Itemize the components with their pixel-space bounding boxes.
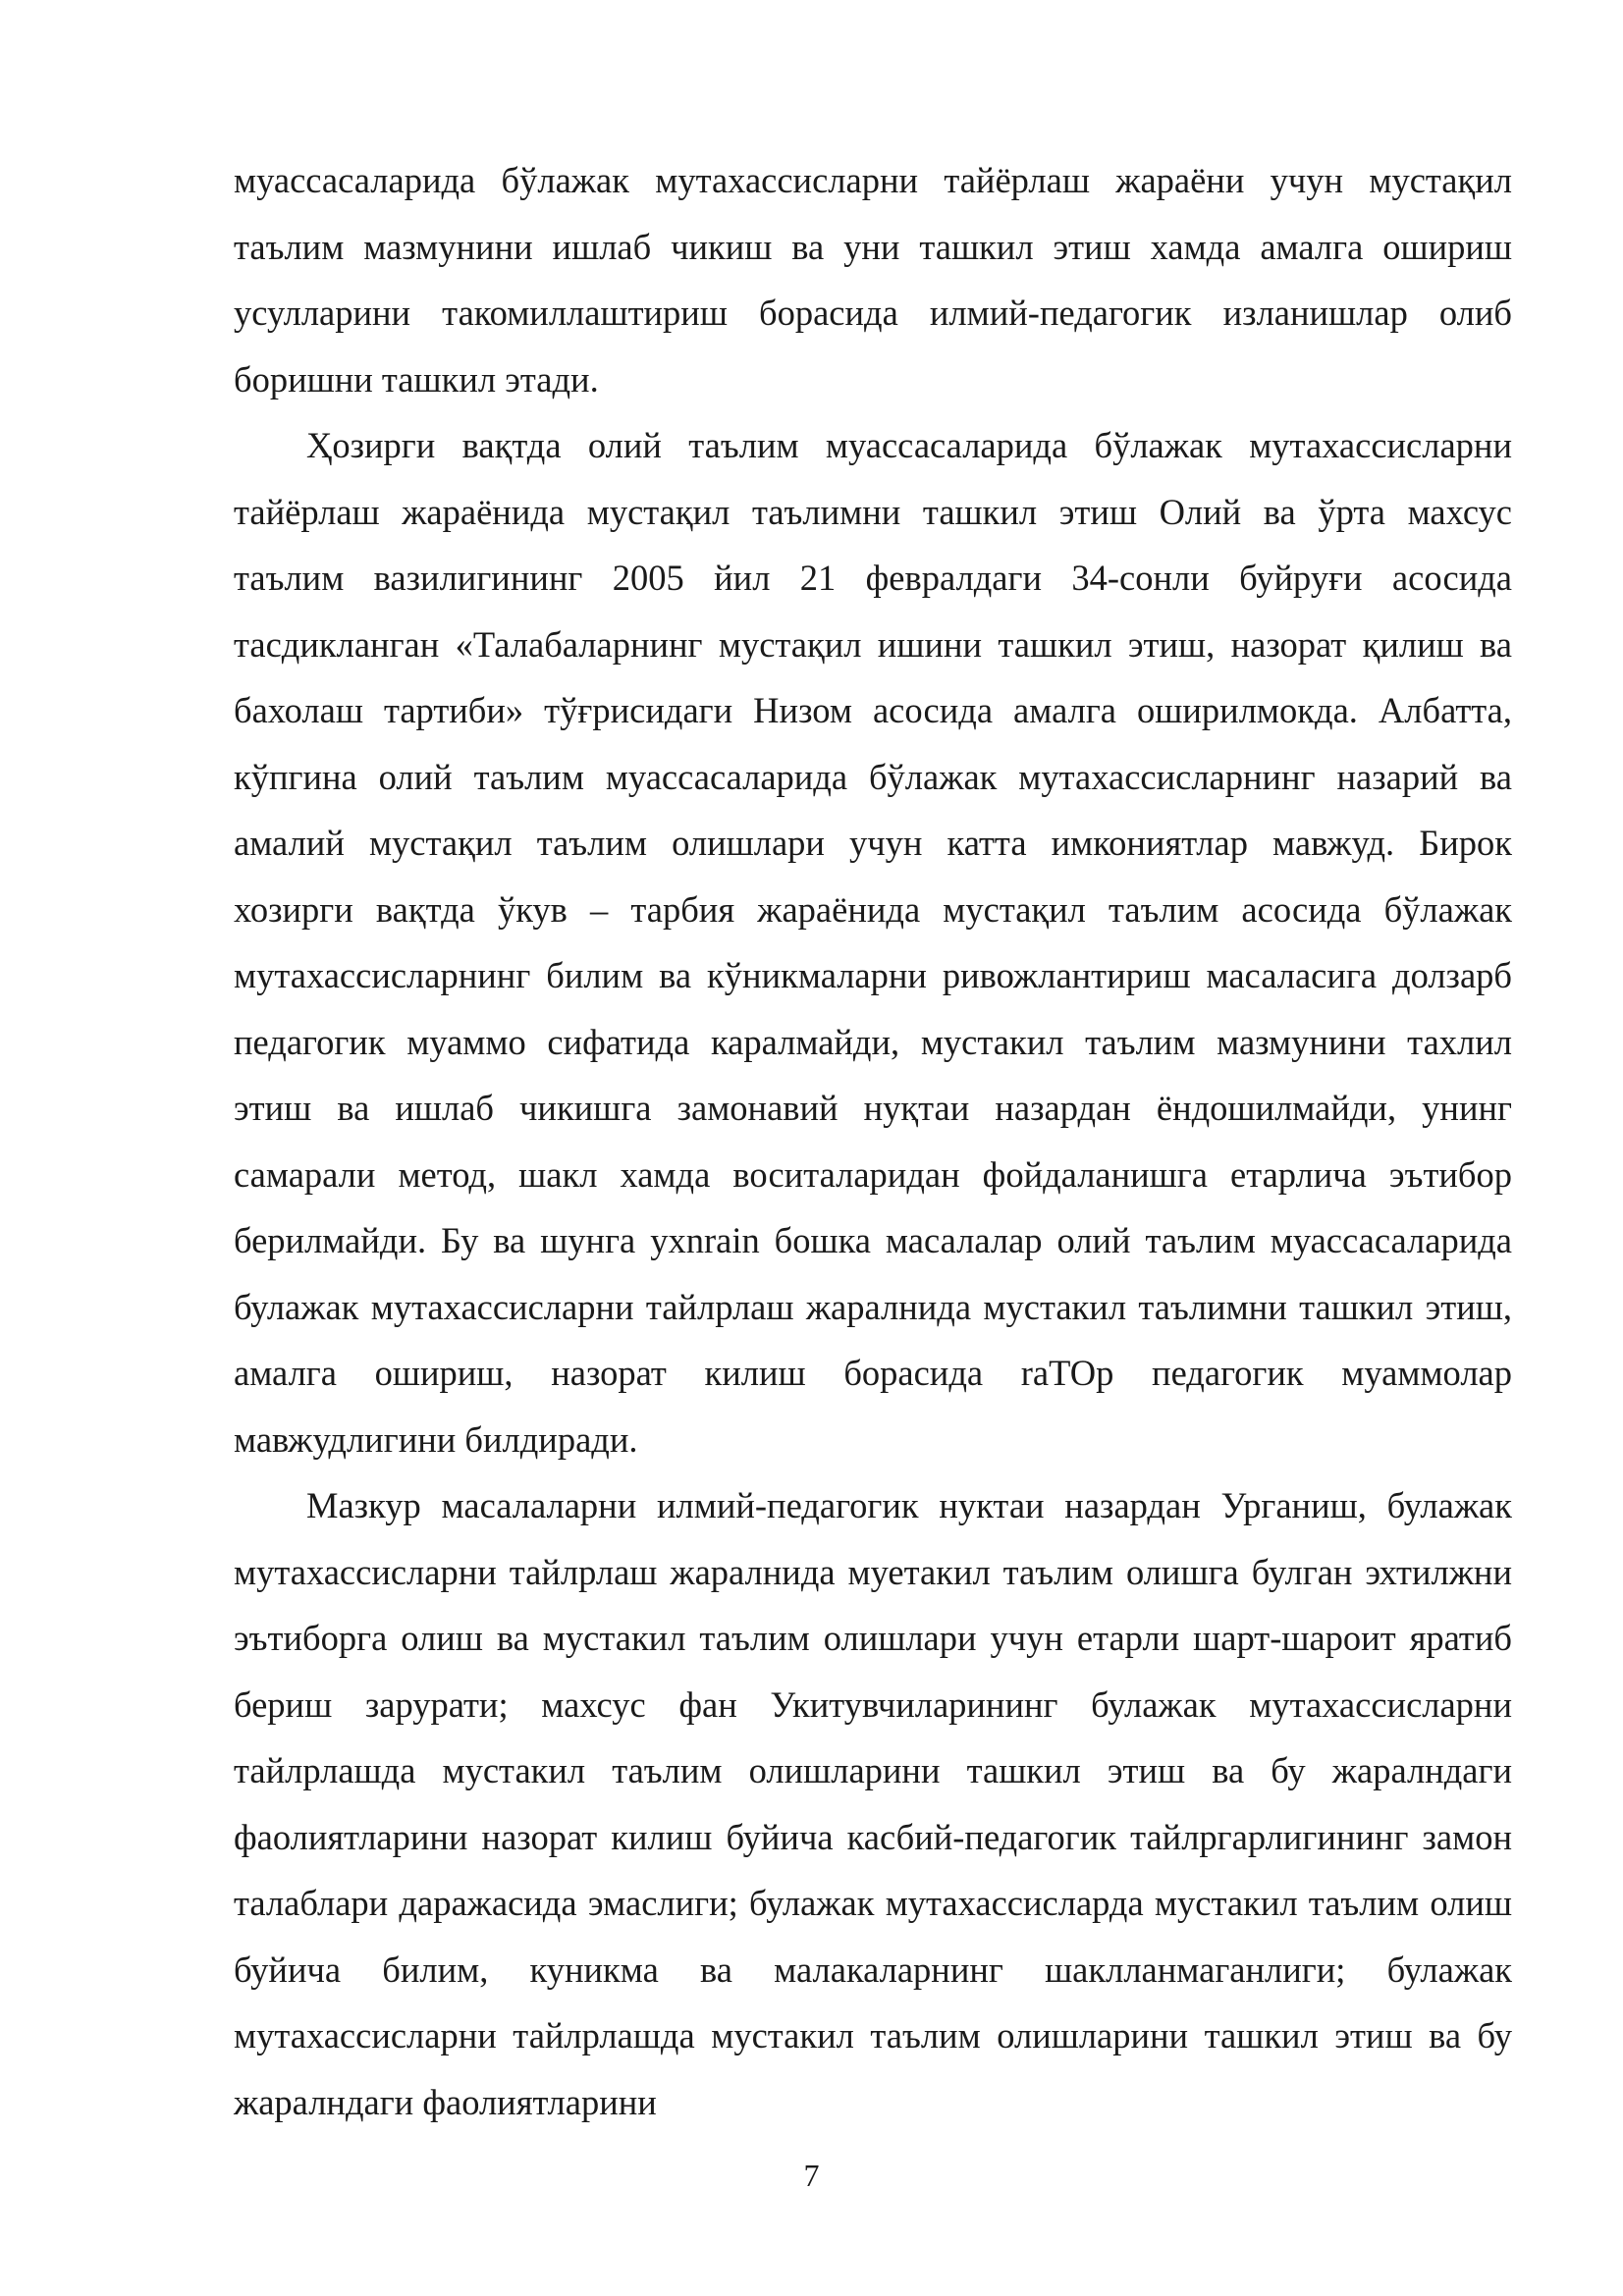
paragraph-current-state: Ҳозирги вақтда олий таълим муассасаларида бўлажак мутахассисларни тайёрлаш жараёнида мустақил таълимни ташкил этиш Олий ва ўрта махсус таълим вазилигининг 2005 йил 21 февралдаги 34-сонли буйруғи асосида тасдикланган «Талабаларнинг мустақил ишини ташкил этиш, назорат қилиш ва бахолаш тартиби» тўғрисидаги Низом асосида амалга оширилмокда. Албатта, кўпгина олий таълим муассасаларида бўлажак мутахассисларнинг назарий ва амалий мустақил таълим олишлари учун катта имкониятлар мавжуд. Бирок хозирги вақтда ўкув – тарбия жараёнида мустақил таълим асосида бўлажак мутахассисларнинг билим ва кўникмаларни ривожлантириш масаласига долзарб педагогик муаммо сифатида каралмайди, мустакил таълим мазмунини тахлил этиш ва ишлаб чикишга замонавий нуқтаи назардан ёндошилмайди, унинг самарали метод, шакл хамда воситаларидан фойдаланишга етарлича эътибор берилмайди. Бу ва шунга ухnrain бошка масалалар олий таълим муассасаларида булажак мутахассисларни тайлрлаш жаралнида мустакил таълимни ташкил этиш, амалга ошириш, назорат килиш борасида raTOp педагогик муаммолар мавжудлигини билдиради. bbox=[234, 425, 1512, 1460]
body-text bbox=[234, 147, 1512, 2135]
paragraph-problem-statement: Мазкур масалаларни илмий-педагогик нуктаи назардан Урганиш, булажак мутахассисларни тайлрлаш жаралнида муетакил таълим олишга булган эхтилжни эътиборга олиш ва мустакил таълим олишлари учун етарли шарт-шароит яратиб бериш зарурати; махсус фан Укитувчиларининг булажак мутахассисларни тайлрлашда мустакил таълим олишларини ташкил этиш ва бу жаралндаги фаолиятларини назорат килиш буйича касбий-педагогик тайлргарлигининг замон талаблари даражасида эмаслиги; булажак мутахассисларда мустакил таълим олиш буйича билим, куникма ва малакаларнинг шаклланмаганлиги; булажак мутахассисларни тайлрлашда мустакил таълим олишларини ташкил этиш ва бу жаралндаги фаолиятларини bbox=[234, 1485, 1512, 2122]
paragraph-continuation: муассасаларида бўлажак мутахассисларни тайёрлаш жараёни учун мустақил таълим мазмунини ишлаб чикиш ва уни ташкил этиш хамда амалга ошириш усулларини такомиллаштириш борасида илмий-педагогик изланишлар олиб боришни ташкил этади. bbox=[234, 160, 1512, 400]
page-number: 7 bbox=[803, 2158, 820, 2193]
